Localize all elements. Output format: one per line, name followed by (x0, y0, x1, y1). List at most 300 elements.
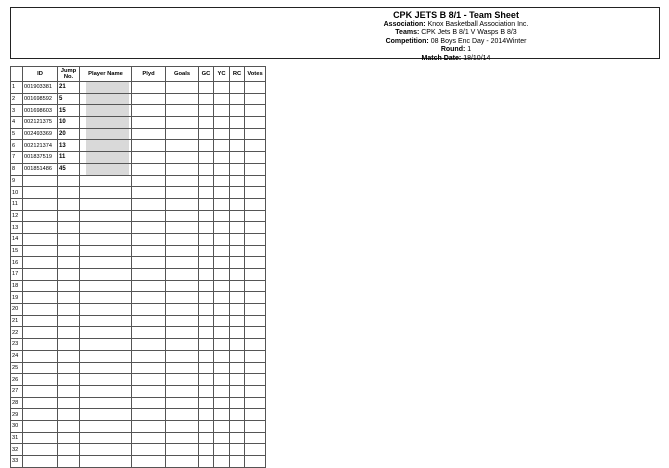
player-id (23, 456, 58, 468)
plyd-cell (132, 163, 166, 175)
jump-number (58, 280, 80, 292)
jump-number (58, 339, 80, 351)
jump-number (58, 327, 80, 339)
rc-cell (230, 397, 245, 409)
gc-cell (199, 187, 214, 199)
plyd-cell (132, 82, 166, 94)
rc-cell (230, 292, 245, 304)
player-name (80, 327, 132, 339)
votes-cell (245, 187, 266, 199)
player-id (23, 397, 58, 409)
player-name (80, 292, 132, 304)
team-sheet-table (10, 66, 266, 468)
player-id (23, 222, 58, 234)
goals-cell (166, 257, 199, 269)
table-body (11, 82, 266, 468)
table-row (11, 409, 266, 421)
goals-cell (166, 198, 199, 210)
player-id (23, 362, 58, 374)
votes-cell (245, 117, 266, 129)
goals-cell (166, 456, 199, 468)
votes-cell (245, 222, 266, 234)
row-number: 5 (11, 128, 23, 140)
player-id (23, 187, 58, 199)
plyd-cell (132, 93, 166, 105)
table-row (11, 456, 266, 468)
row-number: 22 (11, 327, 23, 339)
jump-number: 20 (58, 128, 80, 140)
gc-cell (199, 444, 214, 456)
votes-cell (245, 304, 266, 316)
votes-cell (245, 374, 266, 386)
player-id (23, 233, 58, 245)
round-line (316, 46, 596, 54)
goals-cell (166, 280, 199, 292)
rc-cell (230, 163, 245, 175)
player-id (23, 257, 58, 269)
goals-cell (166, 385, 199, 397)
jump-number: 10 (58, 117, 80, 129)
gc-cell (199, 128, 214, 140)
player-name-redacted (80, 140, 132, 152)
row-number: 20 (11, 304, 23, 316)
row-number: 11 (11, 198, 23, 210)
player-name (80, 456, 132, 468)
rc-cell (230, 432, 245, 444)
yc-cell (214, 420, 230, 432)
rc-cell (230, 187, 245, 199)
yc-cell (214, 397, 230, 409)
yc-cell (214, 257, 230, 269)
rc-cell (230, 198, 245, 210)
gc-cell (199, 82, 214, 94)
competition-line (316, 38, 596, 46)
plyd-cell (132, 409, 166, 421)
team-sheet-info (316, 10, 596, 63)
redacted-name-block (86, 117, 129, 129)
rc-cell (230, 385, 245, 397)
goals-cell (166, 187, 199, 199)
plyd-cell (132, 198, 166, 210)
plyd-cell (132, 350, 166, 362)
table-row (11, 315, 266, 327)
table-row (11, 304, 266, 316)
association-line (316, 21, 596, 29)
gc-cell (199, 327, 214, 339)
goals-cell (166, 82, 199, 94)
plyd-cell (132, 432, 166, 444)
yc-cell (214, 152, 230, 164)
jump-number: 15 (58, 105, 80, 117)
player-id (23, 409, 58, 421)
jump-number: 21 (58, 82, 80, 94)
row-number: 2 (11, 93, 23, 105)
player-id (23, 385, 58, 397)
jump-number (58, 304, 80, 316)
player-name-redacted (80, 117, 132, 129)
player-id (23, 444, 58, 456)
yc-cell (214, 304, 230, 316)
player-id: 001698603 (23, 105, 58, 117)
votes-cell (245, 339, 266, 351)
row-number: 29 (11, 409, 23, 421)
jump-number (58, 385, 80, 397)
goals-cell (166, 292, 199, 304)
row-number: 13 (11, 222, 23, 234)
rc-cell (230, 117, 245, 129)
table-row (11, 163, 266, 175)
votes-cell (245, 385, 266, 397)
player-name (80, 432, 132, 444)
jump-number (58, 350, 80, 362)
redacted-name-block (86, 105, 129, 117)
match-date-line (316, 55, 596, 63)
col-header-row-number (11, 67, 23, 82)
player-name (80, 280, 132, 292)
player-id: 001851486 (23, 163, 58, 175)
gc-cell (199, 233, 214, 245)
player-id (23, 292, 58, 304)
rc-cell (230, 82, 245, 94)
row-number: 4 (11, 117, 23, 129)
rc-cell (230, 222, 245, 234)
jump-number (58, 444, 80, 456)
goals-cell (166, 128, 199, 140)
match-date-label: Match Date: (421, 54, 462, 62)
yc-cell (214, 163, 230, 175)
jump-number (58, 456, 80, 468)
plyd-cell (132, 233, 166, 245)
rc-cell (230, 93, 245, 105)
gc-cell (199, 304, 214, 316)
table-row (11, 187, 266, 199)
player-id: 001903381 (23, 82, 58, 94)
player-name (80, 444, 132, 456)
plyd-cell (132, 152, 166, 164)
plyd-cell (132, 140, 166, 152)
yc-cell (214, 444, 230, 456)
votes-cell (245, 93, 266, 105)
rc-cell (230, 362, 245, 374)
player-id (23, 315, 58, 327)
plyd-cell (132, 374, 166, 386)
row-number: 1 (11, 82, 23, 94)
row-number: 18 (11, 280, 23, 292)
redacted-name-block (86, 140, 129, 152)
player-name-redacted (80, 93, 132, 105)
rc-cell (230, 420, 245, 432)
gc-cell (199, 385, 214, 397)
col-header-votes: Votes (245, 67, 266, 82)
yc-cell (214, 210, 230, 222)
votes-cell (245, 175, 266, 187)
yc-cell (214, 432, 230, 444)
yc-cell (214, 117, 230, 129)
rc-cell (230, 280, 245, 292)
votes-cell (245, 456, 266, 468)
gc-cell (199, 245, 214, 257)
team-sheet-table-wrap (10, 66, 266, 468)
rc-cell (230, 257, 245, 269)
table-row (11, 82, 266, 94)
player-name (80, 304, 132, 316)
votes-cell (245, 82, 266, 94)
goals-cell (166, 222, 199, 234)
gc-cell (199, 362, 214, 374)
plyd-cell (132, 327, 166, 339)
rc-cell (230, 374, 245, 386)
gc-cell (199, 374, 214, 386)
gc-cell (199, 105, 214, 117)
gc-cell (199, 432, 214, 444)
gc-cell (199, 397, 214, 409)
row-number: 19 (11, 292, 23, 304)
jump-number (58, 245, 80, 257)
player-name (80, 187, 132, 199)
jump-number (58, 409, 80, 421)
player-id (23, 304, 58, 316)
gc-cell (199, 210, 214, 222)
plyd-cell (132, 105, 166, 117)
jump-number (58, 222, 80, 234)
plyd-cell (132, 257, 166, 269)
row-number: 17 (11, 269, 23, 281)
goals-cell (166, 210, 199, 222)
rc-cell (230, 210, 245, 222)
player-name-redacted (80, 105, 132, 117)
round-value: 1 (467, 46, 472, 54)
gc-cell (199, 257, 214, 269)
plyd-cell (132, 117, 166, 129)
goals-cell (166, 409, 199, 421)
gc-cell (199, 456, 214, 468)
votes-cell (245, 444, 266, 456)
table-row (11, 257, 266, 269)
plyd-cell (132, 175, 166, 187)
jump-number (58, 187, 80, 199)
yc-cell (214, 140, 230, 152)
votes-cell (245, 327, 266, 339)
gc-cell (199, 222, 214, 234)
table-row (11, 362, 266, 374)
gc-cell (199, 292, 214, 304)
player-name (80, 175, 132, 187)
row-number: 32 (11, 444, 23, 456)
gc-cell (199, 350, 214, 362)
gc-cell (199, 409, 214, 421)
goals-cell (166, 245, 199, 257)
plyd-cell (132, 339, 166, 351)
player-id (23, 245, 58, 257)
votes-cell (245, 163, 266, 175)
yc-cell (214, 385, 230, 397)
row-number: 3 (11, 105, 23, 117)
goals-cell (166, 152, 199, 164)
plyd-cell (132, 210, 166, 222)
row-number: 27 (11, 385, 23, 397)
row-number: 24 (11, 350, 23, 362)
goals-cell (166, 339, 199, 351)
plyd-cell (132, 362, 166, 374)
player-name (80, 210, 132, 222)
yc-cell (214, 222, 230, 234)
gc-cell (199, 93, 214, 105)
rc-cell (230, 327, 245, 339)
player-name (80, 339, 132, 351)
jump-number (58, 269, 80, 281)
row-number: 33 (11, 456, 23, 468)
jump-number (58, 257, 80, 269)
yc-cell (214, 315, 230, 327)
jump-number (58, 420, 80, 432)
row-number: 14 (11, 233, 23, 245)
row-number: 31 (11, 432, 23, 444)
header-box (10, 7, 660, 62)
goals-cell (166, 350, 199, 362)
table-row (11, 292, 266, 304)
player-name (80, 233, 132, 245)
table-row (11, 432, 266, 444)
jump-number: 5 (58, 93, 80, 105)
redacted-name-block (86, 152, 129, 164)
goals-cell (166, 432, 199, 444)
col-header-rc: RC (230, 67, 245, 82)
table-row (11, 152, 266, 164)
table-row (11, 374, 266, 386)
col-header-id: ID (23, 67, 58, 82)
match-date-value: 18/10/14 (463, 54, 491, 62)
player-id (23, 280, 58, 292)
gc-cell (199, 152, 214, 164)
association-label: Association: (383, 21, 426, 28)
player-id (23, 339, 58, 351)
table-row (11, 327, 266, 339)
plyd-cell (132, 128, 166, 140)
jump-number (58, 374, 80, 386)
yc-cell (214, 187, 230, 199)
rc-cell (230, 233, 245, 245)
goals-cell (166, 420, 199, 432)
yc-cell (214, 175, 230, 187)
votes-cell (245, 245, 266, 257)
votes-cell (245, 362, 266, 374)
table-row (11, 140, 266, 152)
yc-cell (214, 280, 230, 292)
row-number: 6 (11, 140, 23, 152)
jump-number (58, 210, 80, 222)
player-name (80, 257, 132, 269)
sheet-title: CPK JETS B 8/1 - Team Sheet (393, 10, 519, 20)
player-id (23, 432, 58, 444)
plyd-cell (132, 420, 166, 432)
player-name (80, 245, 132, 257)
votes-cell (245, 140, 266, 152)
jump-number: 45 (58, 163, 80, 175)
gc-cell (199, 175, 214, 187)
yc-cell (214, 339, 230, 351)
plyd-cell (132, 304, 166, 316)
player-id: 002121375 (23, 117, 58, 129)
jump-number (58, 175, 80, 187)
table-header-row (11, 67, 266, 82)
table-row (11, 233, 266, 245)
player-id (23, 350, 58, 362)
votes-cell (245, 198, 266, 210)
rc-cell (230, 140, 245, 152)
row-number: 12 (11, 210, 23, 222)
yc-cell (214, 362, 230, 374)
col-header-gc: GC (199, 67, 214, 82)
player-id (23, 175, 58, 187)
player-id: 002121374 (23, 140, 58, 152)
plyd-cell (132, 245, 166, 257)
jump-number (58, 233, 80, 245)
yc-cell (214, 105, 230, 117)
table-row (11, 210, 266, 222)
jump-number (58, 198, 80, 210)
table-row (11, 93, 266, 105)
row-number: 8 (11, 163, 23, 175)
plyd-cell (132, 187, 166, 199)
competition-value: 08 Boys Enc Day - 2014Winter (430, 37, 527, 45)
goals-cell (166, 163, 199, 175)
table-row (11, 339, 266, 351)
rc-cell (230, 245, 245, 257)
row-number: 21 (11, 315, 23, 327)
row-number: 26 (11, 374, 23, 386)
table-row (11, 198, 266, 210)
table-row (11, 350, 266, 362)
redacted-name-block (86, 128, 129, 140)
jump-number (58, 432, 80, 444)
goals-cell (166, 269, 199, 281)
rc-cell (230, 409, 245, 421)
gc-cell (199, 269, 214, 281)
rc-cell (230, 456, 245, 468)
redacted-name-block (86, 82, 129, 94)
rc-cell (230, 339, 245, 351)
player-id (23, 269, 58, 281)
goals-cell (166, 327, 199, 339)
yc-cell (214, 456, 230, 468)
player-id (23, 420, 58, 432)
gc-cell (199, 420, 214, 432)
rc-cell (230, 444, 245, 456)
player-name-redacted (80, 152, 132, 164)
rc-cell (230, 175, 245, 187)
player-name-redacted (80, 163, 132, 175)
jump-number (58, 397, 80, 409)
votes-cell (245, 280, 266, 292)
row-number: 25 (11, 362, 23, 374)
plyd-cell (132, 269, 166, 281)
goals-cell (166, 93, 199, 105)
gc-cell (199, 140, 214, 152)
goals-cell (166, 444, 199, 456)
player-name (80, 420, 132, 432)
row-number: 15 (11, 245, 23, 257)
table-row (11, 222, 266, 234)
player-id (23, 327, 58, 339)
player-name (80, 222, 132, 234)
yc-cell (214, 409, 230, 421)
player-name (80, 315, 132, 327)
votes-cell (245, 350, 266, 362)
rc-cell (230, 105, 245, 117)
goals-cell (166, 374, 199, 386)
yc-cell (214, 292, 230, 304)
player-name (80, 374, 132, 386)
